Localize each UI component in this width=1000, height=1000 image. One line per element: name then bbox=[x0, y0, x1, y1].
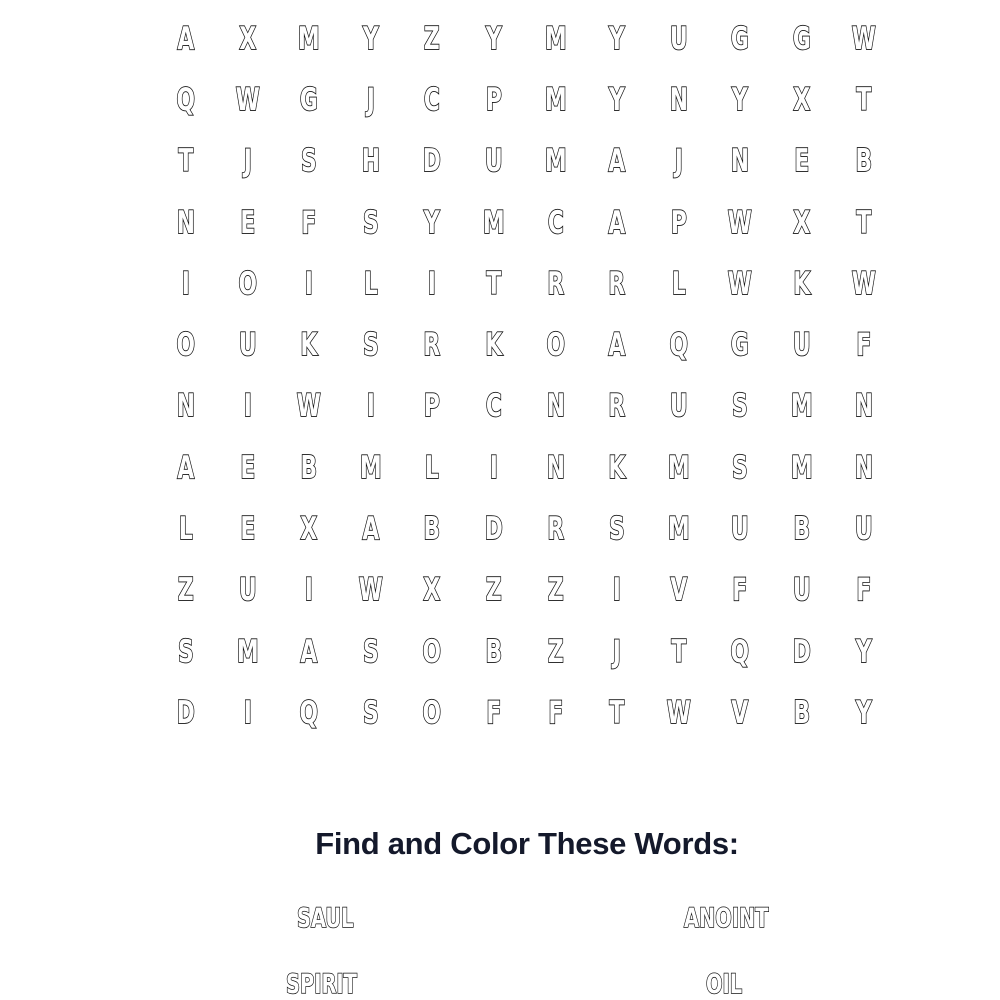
word-anoint: ANOINT bbox=[684, 903, 769, 934]
word-saul: SAUL bbox=[297, 903, 354, 934]
grid-letter[interactable]: Y bbox=[855, 694, 872, 731]
grid-letter[interactable]: N bbox=[854, 388, 873, 425]
grid-letter[interactable]: Q bbox=[176, 81, 196, 118]
grid-letter[interactable]: G bbox=[731, 327, 750, 364]
grid-letter[interactable]: M bbox=[482, 204, 505, 241]
grid-letter[interactable]: M bbox=[236, 633, 259, 670]
grid-letter[interactable]: S bbox=[609, 511, 625, 548]
grid-letter[interactable]: P bbox=[424, 388, 441, 425]
grid-letter[interactable]: L bbox=[671, 265, 686, 302]
grid-letter[interactable]: Y bbox=[855, 633, 872, 670]
grid-letter[interactable]: N bbox=[546, 449, 565, 486]
grid-letter[interactable]: X bbox=[793, 204, 811, 241]
grid-letter[interactable]: M bbox=[667, 449, 690, 486]
grid-letter[interactable]: R bbox=[546, 265, 564, 302]
grid-letter[interactable]: Q bbox=[299, 694, 319, 731]
grid-letter[interactable]: N bbox=[669, 81, 688, 118]
grid-letter[interactable]: U bbox=[854, 511, 873, 548]
grid-letter[interactable]: R bbox=[608, 265, 626, 302]
grid-letter[interactable]: I bbox=[304, 572, 314, 609]
grid-letter[interactable]: R bbox=[546, 511, 564, 548]
grid-letter[interactable]: X bbox=[423, 572, 441, 609]
grid-letter[interactable]: A bbox=[608, 327, 626, 364]
grid-letter[interactable]: Q bbox=[730, 633, 750, 670]
grid-letter[interactable]: E bbox=[239, 449, 255, 486]
grid-letter[interactable]: I bbox=[243, 694, 252, 731]
grid-letter[interactable]: I bbox=[428, 265, 437, 302]
grid-letter[interactable]: L bbox=[363, 265, 378, 302]
grid-letter[interactable]: J bbox=[612, 633, 621, 670]
word-spirit: SPIRIT bbox=[286, 969, 357, 1000]
grid-letter[interactable]: G bbox=[731, 20, 750, 57]
grid-letter[interactable]: G bbox=[792, 20, 811, 57]
grid-letter[interactable]: J bbox=[366, 81, 375, 118]
grid-letter[interactable]: D bbox=[176, 694, 195, 731]
grid-letter[interactable]: F bbox=[732, 572, 748, 609]
grid-letter[interactable]: P bbox=[670, 204, 687, 241]
grid-letter[interactable]: F bbox=[301, 204, 317, 241]
grid-letter[interactable]: S bbox=[362, 327, 379, 364]
grid-letter[interactable]: U bbox=[669, 388, 688, 425]
grid-letter[interactable]: S bbox=[362, 633, 379, 670]
grid-letter[interactable]: N bbox=[546, 388, 565, 425]
grid-letter[interactable]: T bbox=[855, 81, 871, 118]
grid-letter[interactable]: E bbox=[239, 511, 255, 548]
grid-letter[interactable]: Z bbox=[547, 633, 564, 670]
grid-letter[interactable]: C bbox=[424, 81, 441, 118]
grid-letter[interactable]: I bbox=[243, 388, 252, 425]
grid-letter[interactable]: A bbox=[608, 204, 626, 241]
grid-letter[interactable]: K bbox=[300, 327, 318, 364]
grid-letter[interactable]: X bbox=[793, 81, 811, 118]
grid-letter[interactable]: U bbox=[669, 20, 688, 57]
grid-letter[interactable]: M bbox=[544, 20, 567, 57]
grid-letter[interactable]: K bbox=[485, 327, 503, 364]
grid-letter[interactable]: K bbox=[608, 449, 626, 486]
grid-letter[interactable]: M bbox=[790, 449, 813, 486]
grid-letter[interactable]: I bbox=[612, 572, 621, 609]
grid-letter[interactable]: V bbox=[731, 694, 749, 731]
grid-letter[interactable]: I bbox=[181, 265, 190, 302]
grid-letter[interactable]: S bbox=[362, 204, 379, 241]
grid-letter[interactable]: E bbox=[239, 204, 255, 241]
grid-letter[interactable]: B bbox=[855, 143, 872, 180]
grid-letter[interactable]: I bbox=[366, 388, 375, 425]
grid-letter[interactable]: O bbox=[546, 327, 565, 364]
word-oil: OIL bbox=[706, 969, 743, 1000]
grid-letter[interactable]: S bbox=[301, 143, 317, 180]
grid-letter[interactable]: Y bbox=[362, 20, 379, 57]
grid-letter[interactable]: B bbox=[793, 694, 811, 731]
grid-letter[interactable]: D bbox=[423, 143, 442, 180]
word-search-grid bbox=[155, 8, 894, 744]
grid-letter[interactable]: C bbox=[547, 204, 564, 241]
grid-letter[interactable]: X bbox=[238, 20, 256, 57]
grid-letter[interactable]: U bbox=[238, 572, 257, 609]
grid-letter[interactable]: T bbox=[609, 694, 625, 731]
grid-letter[interactable]: I bbox=[304, 265, 314, 302]
grid-letter[interactable]: N bbox=[854, 449, 873, 486]
grid-letter[interactable]: Y bbox=[609, 81, 625, 118]
grid-letter[interactable]: R bbox=[423, 327, 441, 364]
grid-letter[interactable]: C bbox=[485, 388, 502, 425]
grid-letter[interactable]: P bbox=[485, 81, 502, 118]
grid-letter[interactable]: H bbox=[361, 143, 380, 180]
grid-letter[interactable]: L bbox=[178, 511, 193, 548]
grid-letter[interactable]: M bbox=[667, 511, 690, 548]
word-list-title: Find and Color These Words: bbox=[315, 826, 739, 861]
grid-letter[interactable]: A bbox=[177, 20, 195, 57]
grid-letter[interactable]: M bbox=[544, 81, 567, 118]
grid-letter[interactable]: U bbox=[792, 327, 811, 364]
grid-letter[interactable]: F bbox=[486, 694, 502, 731]
grid-letter[interactable]: N bbox=[176, 204, 195, 241]
grid-letter[interactable]: D bbox=[792, 633, 811, 670]
grid-letter[interactable]: M bbox=[359, 449, 382, 486]
grid-letter[interactable]: F bbox=[855, 327, 871, 364]
grid-letter[interactable]: U bbox=[484, 143, 503, 180]
grid-letter[interactable]: Z bbox=[485, 572, 502, 609]
grid-letter[interactable]: S bbox=[732, 388, 748, 425]
grid-letter[interactable]: A bbox=[177, 449, 195, 486]
grid-letter[interactable]: W bbox=[235, 81, 260, 118]
grid-letter[interactable]: W bbox=[851, 265, 876, 302]
grid-letter[interactable]: G bbox=[300, 81, 318, 118]
grid-letter[interactable]: Y bbox=[424, 204, 441, 241]
grid-letter[interactable]: M bbox=[790, 388, 813, 425]
grid-letter[interactable]: R bbox=[608, 388, 626, 425]
grid-letter[interactable]: X bbox=[300, 511, 318, 548]
grid-letter[interactable]: O bbox=[422, 633, 442, 670]
grid-letter[interactable]: A bbox=[362, 511, 379, 548]
grid-letter[interactable]: T bbox=[178, 143, 194, 180]
grid-letter[interactable]: K bbox=[793, 265, 811, 302]
grid-letter[interactable]: D bbox=[484, 511, 503, 548]
grid-letter[interactable]: M bbox=[544, 143, 567, 180]
grid-letter[interactable]: Z bbox=[177, 572, 194, 609]
grid-letter[interactable]: U bbox=[238, 327, 257, 364]
grid-letter[interactable]: E bbox=[794, 143, 810, 180]
grid-letter[interactable]: W bbox=[666, 694, 691, 731]
grid-letter[interactable]: W bbox=[296, 388, 321, 425]
grid-letter[interactable]: A bbox=[608, 143, 626, 180]
grid-letter[interactable]: B bbox=[423, 511, 441, 548]
grid-letter[interactable]: B bbox=[793, 511, 811, 548]
grid-letter[interactable]: U bbox=[731, 511, 749, 548]
grid-letter[interactable]: S bbox=[177, 633, 194, 670]
grid-letter[interactable]: J bbox=[243, 143, 252, 180]
grid-letter[interactable]: A bbox=[300, 633, 318, 670]
grid-letter[interactable]: O bbox=[238, 265, 257, 302]
grid-letter[interactable]: V bbox=[670, 572, 687, 609]
grid-letter[interactable]: F bbox=[547, 694, 563, 731]
grid-letter[interactable]: L bbox=[425, 449, 440, 486]
grid-letter[interactable]: N bbox=[176, 388, 195, 425]
grid-letter[interactable]: M bbox=[298, 20, 320, 57]
grid-letter[interactable]: W bbox=[358, 572, 383, 609]
grid-letter[interactable]: T bbox=[486, 265, 502, 302]
grid-letter[interactable]: B bbox=[300, 449, 318, 486]
grid-letter[interactable]: W bbox=[728, 204, 753, 241]
grid-letter[interactable]: W bbox=[851, 20, 876, 57]
grid-letter[interactable]: J bbox=[674, 143, 683, 180]
grid-letter[interactable]: O bbox=[422, 694, 442, 731]
grid-letter[interactable]: B bbox=[485, 633, 503, 670]
grid-letter[interactable]: Y bbox=[485, 20, 502, 57]
grid-letter[interactable]: W bbox=[728, 265, 753, 302]
grid-letter[interactable]: Y bbox=[732, 81, 749, 118]
grid-letter[interactable]: Y bbox=[609, 20, 625, 57]
grid-letter[interactable]: U bbox=[792, 572, 811, 609]
grid-letter[interactable]: S bbox=[362, 694, 379, 731]
grid-letter[interactable]: F bbox=[855, 572, 871, 609]
grid-letter[interactable]: Z bbox=[424, 20, 441, 57]
grid-letter[interactable]: I bbox=[489, 449, 498, 486]
grid-letter[interactable]: Z bbox=[547, 572, 564, 609]
grid-letter[interactable]: T bbox=[855, 204, 871, 241]
grid-letter[interactable]: Q bbox=[669, 327, 688, 364]
grid-letter[interactable]: S bbox=[732, 449, 748, 486]
grid-letter[interactable]: T bbox=[671, 633, 686, 670]
grid-letter[interactable]: O bbox=[176, 327, 196, 364]
grid-letter[interactable]: N bbox=[731, 143, 750, 180]
